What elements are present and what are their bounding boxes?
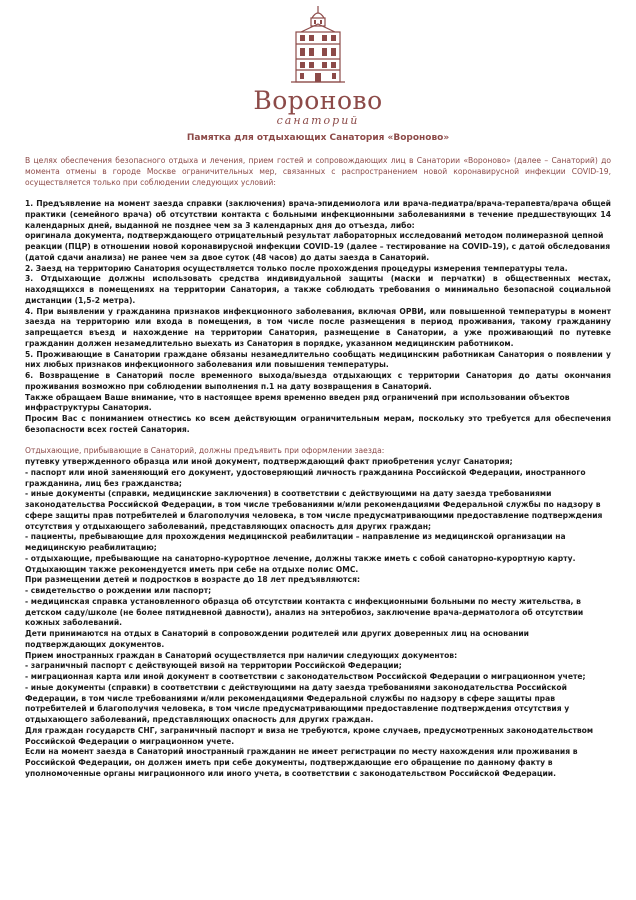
rule-5: 5. Проживающие в Санатории граждане обязаны незамедлительно сообщать медицинским работникам Санатория о появлении у них любых признаков инфекционного заболевания или повышения температуры. <box>25 349 611 370</box>
list-item: - свидетельство о рождении или паспорт; <box>25 586 212 595</box>
list-item: Прием иностранных граждан в Санаторий осуществляется при наличии следующих документов: <box>25 650 458 660</box>
rule-1-alt: оригинала документа, подтверждающего отрицательный результат лабораторных исследований методом полимеразной цепной реакции (ПЦР) в отношении новой коронавирусной инфекции COVID-19 (далее – тестирование на COVID-19), с датой обследования (датой сдачи анализа) не ранее чем за двое суток (48 часов) до даты заезда в Санаторий. <box>25 231 611 262</box>
logo-title: Вороново <box>253 86 383 115</box>
rule-2: 2. Заезд на территорию Санатория осуществляется только после прохождения процедуры измерения температуры тела. <box>25 263 568 273</box>
list-item: путевку утвержденного образца или иной документ, подтверждающий факт приобретения услуг Санатория; <box>25 457 513 466</box>
list-item: - иные документы (справки) в соответствии с действующими на дату заезда требованиями законодательства Российской Федерации, в том числе требованиями и/или рекомендациями Федеральной службы по надзору в сфере защиты прав потребителей и благополучия человека, в том числе предусматривающими предоставление подтверждения отсутствия у отдыхающего заболеваний, представляющих опасность для других граждан. <box>25 682 570 724</box>
logo-subtitle: санаторий <box>276 114 360 127</box>
list-item: Дети принимаются на отдых в Санаторий в сопровождении родителей или других доверенных лиц на основании подтверждающих документов. <box>25 629 529 649</box>
list-item: - отдыхающие, пребывающие на санаторно-курортное лечение, должны также иметь с собой санаторно-курортную карту. <box>25 553 576 563</box>
page-title: Памятка для отдыхающих Санатория «Вороново» <box>186 133 450 143</box>
list-item: - паспорт или иной заменяющий его документ, удостоверяющий личность гражданина Российской Федерации, иностранного гражданина, лиц без гражданства; <box>25 467 586 488</box>
list-item: Отдыхающим также рекомендуется иметь при себе на отдыхе полис ОМС. <box>25 564 359 574</box>
rule-6: 6. Возвращение в Санаторий после временного выхода/выезда отдыхающих с территории Санатория до даты окончания проживания возможно при соблюдении выполнения п.1 на дату возвращения в Санаторий. <box>25 371 611 391</box>
list-item: - медицинская справка установленного образца об отсутствии контакта с инфекционными больными по месту жительства, в детском саду/школе (не более пятидневной давности), анализ на энтеробиоз, заключение врача-дерматолога об отсутствии кожных заболеваний. <box>25 596 584 628</box>
intro-paragraph: В целях обеспечения безопасного отдыха и лечения, прием гостей и сопровождающих лиц в Санатории «Вороново» (далее – Санаторий) до момента отмены в городе Москве ограничительных мер, связанных с распространением новой коронавирусной инфекции COVID-19, осуществляется только при соблюдении следующих условий: <box>25 156 611 187</box>
rule-4: 4. При выявлении у гражданина признаков инфекционного заболевания, включая ОРВИ, или повышенной температуры в момент заезда на территорию или входа в помещения, в том числе после размещения в период проживания, такому гражданину запрещается въезд и нахождение на территории Санатория, размещение в Санатории, а уже проживающий по путевке гражданин должен незамедлительно выехать из Санатория в порядке, указанном медицинским работником. <box>25 306 611 348</box>
list-item: - иные документы (справки, медицинские заключения) в соответствии с действующими на дату заезда требованиями законодательства Российской Федерации, в том числе требованиями и/или рекомендациями Федеральной службы по надзору в сфере защиты прав потребителей и благополучия человека, в том числе предусматривающими предоставление подтверждения отсутствия у отдыхающего заболеваний, представляющих опасность для других граждан; <box>25 489 603 531</box>
documents-heading: Отдыхающие, прибывающие в Санаторий, должны предъявить при оформлении заезда: <box>25 446 385 456</box>
list-item: - заграничный паспорт с действующей визой на территории Российской Федерации; <box>25 661 402 671</box>
infrastructure-note: Также обращаем Ваше внимание, что в настоящее время временно введен ряд ограничений при использовании объектов инфраструктуры Санатория. <box>25 392 570 413</box>
list-item: Для граждан государств СНГ, заграничный паспорт и виза не требуются, кроме случаев, предусмотренных законодательством Российской Федерации о миграционном учете. <box>25 725 594 746</box>
list-item: Если на момент заезда в Санаторий иностранный гражданин не имеет регистрации по месту нахождения или проживания в Российской Федерации, он должен иметь при себе документы, подтверждающие его обращение по данному факту в уполномоченные органы миграционного или иного учета, в соответствии с законодательством Российской Федерации. <box>25 747 578 778</box>
list-item: - пациенты, пребывающие для прохождения медицинской реабилитации – направление из медицинской организации на медицинскую реабилитацию; <box>25 532 566 552</box>
palace-building-icon <box>287 4 349 84</box>
list-item: - миграционная карта или иной документ в соответствии с законодательством Российской Федерации о миграционном учете; <box>25 672 586 681</box>
rule-1: 1. Предъявление на момент заезда справки (заключения) врача-эпидемиолога или врача-педиатра/врача-терапевта/врача общей практики (семейного врача) об отсутствии контакта с больными инфекционными заболеваниями в течение предшествующих 14 календарных дней, выданной не позднее чем за 3 календарных дня до отъезда, либо: <box>25 199 611 230</box>
understanding-note: Просим Вас с пониманием отнестись ко всем действующим ограничительным мерам, поскольку это требуется для обеспечения безопасности всех гостей Санатория. <box>25 414 611 434</box>
rule-3: 3. Отдыхающие должны использовать средства индивидуальной защиты (маски и перчатки) в общественных местах, находящихся в помещениях на территории Санатория, а также соблюдать требования о минимально безопасной социальной дистанции (1,5-2 метра). <box>25 274 611 305</box>
memo-body <box>25 156 611 780</box>
list-item: При размещении детей и подростков в возрасте до 18 лет предъявляются: <box>25 575 360 585</box>
